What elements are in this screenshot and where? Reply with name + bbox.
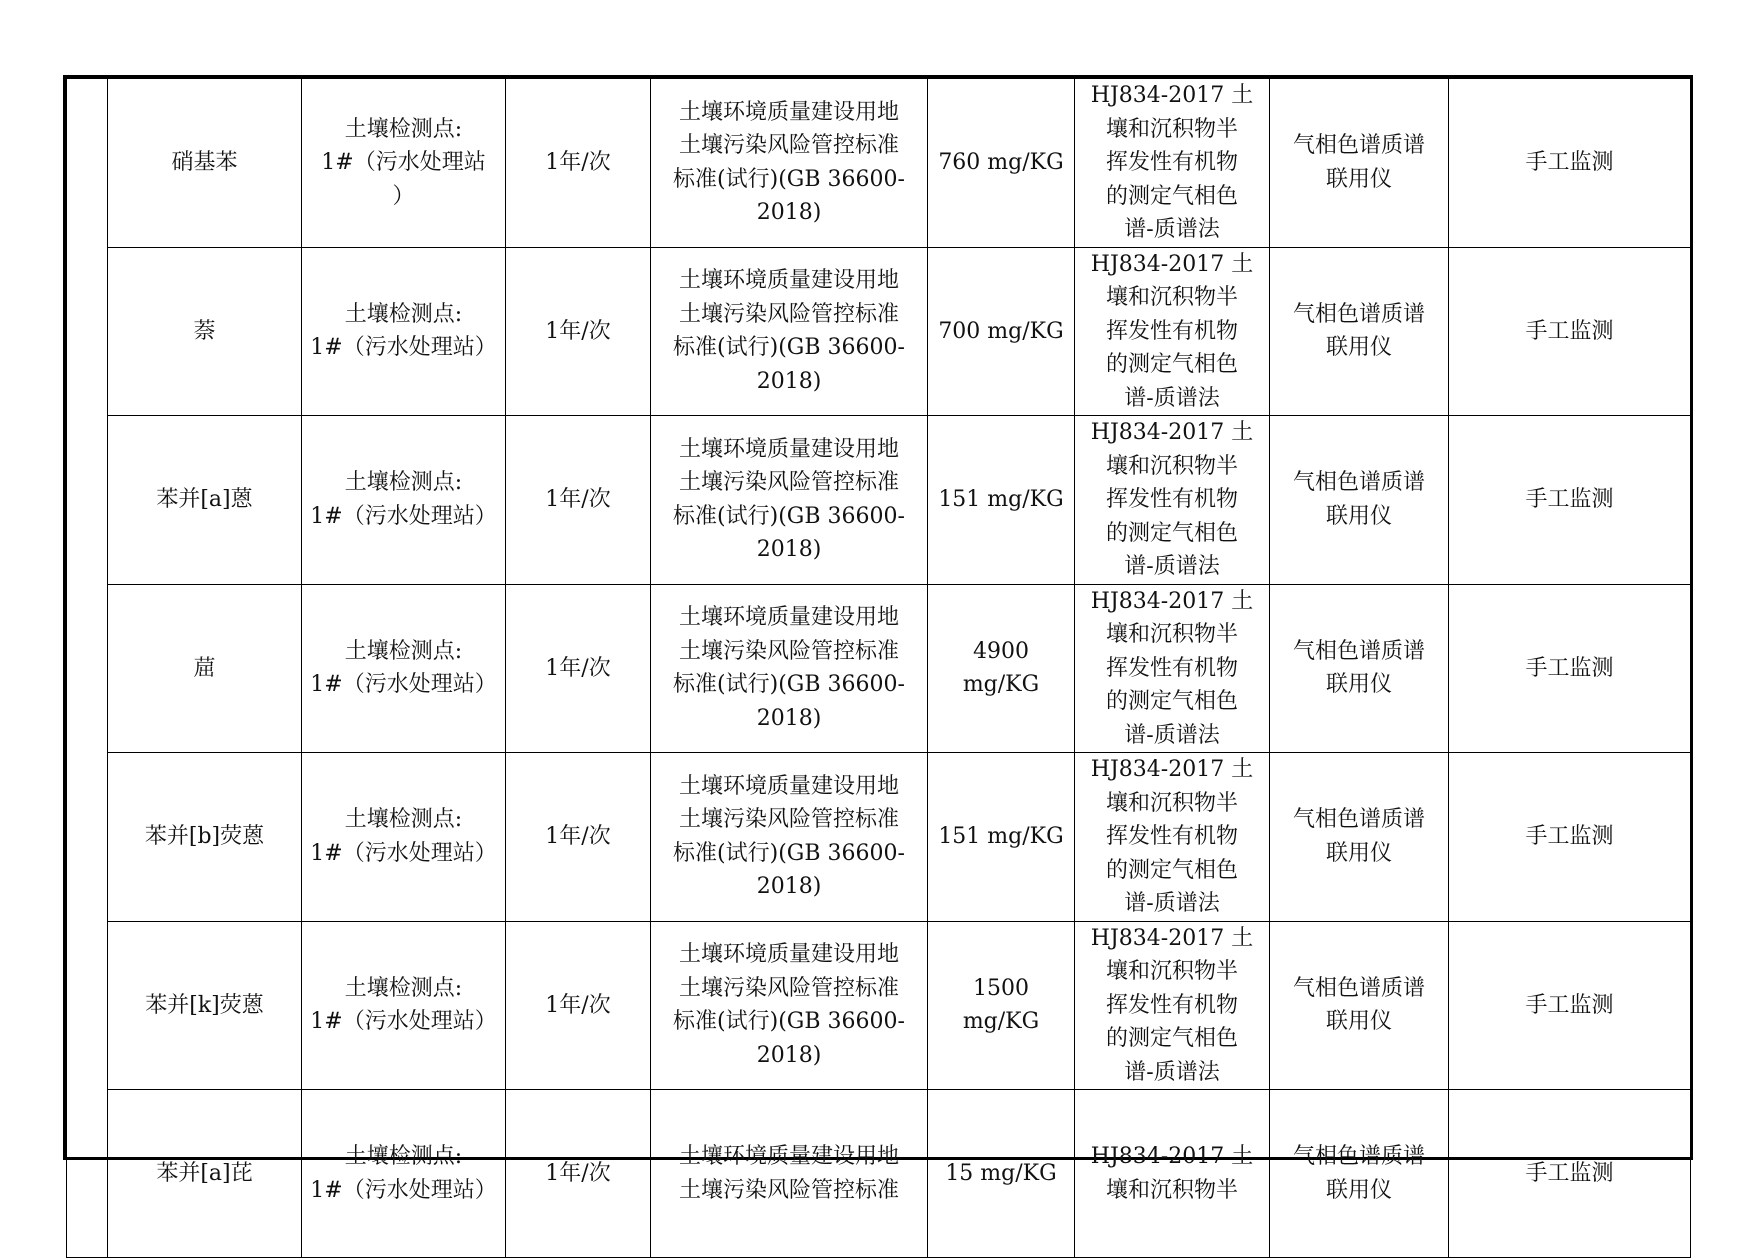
cell-text: 手工监测 [1525,318,1614,344]
cell-text-line: 壤和沉积物半 [1105,116,1238,142]
pollutant-cell [108,921,302,1090]
cell-text-line: 土壤环境质量建设用地 [678,99,899,125]
cell-text-line: 1#（污水处理站） [310,1009,497,1035]
standard-cell [651,584,928,753]
monitoring-mode-cell [1449,921,1691,1090]
cell-text-line: 联用仪 [1325,840,1392,866]
cell-text-line: 挥发性有机物 [1105,992,1238,1018]
pollutant-cell [108,1090,302,1258]
cell-text: 苯并[a]芘 [156,1160,253,1186]
cell-text: 1年/次 [545,655,611,681]
standard-cell [651,1090,928,1258]
cell-text-line: 联用仪 [1325,1009,1392,1035]
sampling-site-cell [302,584,506,753]
cell-text-line: 土壤环境质量建设用地 [678,605,899,631]
cell-text-line: 151 mg/KG [938,824,1064,849]
cell-text-line: 土壤检测点: [344,470,463,496]
cell-text: 手工监测 [1525,992,1614,1018]
cell-text-line: HJ834-2017 土 [1090,251,1254,277]
cell-text-line: 气相色谱质谱 [1292,638,1425,664]
cell-text-line: 气相色谱质谱 [1292,133,1425,159]
sampling-site-cell [302,247,506,416]
cell-text-line: 土壤检测点: [344,638,463,664]
cell-text-line: 1#（污水处理站） [310,503,497,529]
cell-text: 1年/次 [545,318,611,344]
test-method-cell [1075,247,1270,416]
cell-text-line: 2018) [756,874,822,900]
cell-text: 手工监测 [1525,824,1614,849]
monitoring-table-frame [63,75,1693,1203]
cell-text-line: 谱-质谱法 [1124,554,1220,579]
table-row [67,79,1691,248]
cell-text-line: 土壤检测点: [344,1144,463,1169]
cell-text-line: mg/KG [962,1009,1040,1035]
cell-text-line: 1#（污水处理站） [310,1177,497,1203]
standard-cell [651,921,928,1090]
cell-text-line: 1#（污水处理站） [310,335,497,361]
cell-text-line: 谱-质谱法 [1124,385,1220,411]
cell-text-line: 挥发性有机物 [1105,318,1238,344]
cell-text-line: 15 mg/KG [945,1160,1057,1186]
frequency-cell [506,584,651,753]
limit-value-cell [928,247,1075,416]
cell-text: 手工监测 [1525,487,1614,512]
cell-text-line: HJ834-2017 土 [1090,1144,1254,1169]
cell-text-line: 的测定气相色 [1105,1026,1238,1051]
cell-text-line: 土壤环境质量建设用地 [678,773,899,799]
cell-text-line: 气相色谱质谱 [1292,975,1425,1001]
instrument-cell [1270,416,1449,585]
cell-text-line: 2018) [756,1042,822,1068]
cell-text-line: 谱-质谱法 [1124,891,1220,916]
sampling-site-cell [302,921,506,1090]
test-method-cell [1075,921,1270,1090]
cell-text-line: 壤和沉积物半 [1105,959,1238,984]
limit-value-cell [928,921,1075,1090]
cell-text: 1年/次 [545,150,611,175]
cell-text-line: 4900 [973,638,1029,664]
cell-text-line: 壤和沉积物半 [1105,790,1238,816]
instrument-cell [1270,584,1449,753]
cell-text: 硝基苯 [171,150,238,175]
table-row [67,416,1691,585]
cell-text-line: 谱-质谱法 [1124,217,1220,242]
cell-text-line: 2018) [756,368,822,394]
instrument-cell [1270,753,1449,922]
cell-text-line: 标准(试行)(GB 36600- [673,840,905,866]
cell-text-line: 的测定气相色 [1105,352,1238,377]
cell-text-line: 标准(试行)(GB 36600- [673,672,905,698]
sampling-site-cell [302,79,506,248]
cell-text-line: 标准(试行)(GB 36600- [673,166,905,192]
limit-value-cell [928,753,1075,922]
cell-text-line: 土壤环境质量建设用地 [678,436,899,462]
instrument-cell [1270,247,1449,416]
cell-text-line: 土壤环境质量建设用地 [678,942,899,968]
cell-text: 苯并[a]蒽 [156,487,253,512]
cell-text-line: 2018) [756,537,822,563]
table-row [67,247,1691,416]
instrument-cell [1270,79,1449,248]
cell-text-line: 的测定气相色 [1105,183,1238,209]
cell-text-line: 挥发性有机物 [1105,655,1238,681]
cell-text-line: 挥发性有机物 [1105,150,1238,175]
cell-text-line: 土壤污染风险管控标准 [678,638,899,664]
cell-text-line: 壤和沉积物半 [1105,622,1238,647]
test-method-cell [1075,416,1270,585]
cell-text: 1年/次 [545,487,611,512]
cell-text-line: 2018) [756,200,822,226]
cell-text-line: 标准(试行)(GB 36600- [673,503,905,529]
table-body [67,79,1691,1258]
cell-text-line: 联用仪 [1325,503,1392,529]
cell-text-line: HJ834-2017 土 [1090,588,1254,614]
frequency-cell [506,416,651,585]
cell-text: 1年/次 [545,1160,611,1186]
cell-text-line: 2018) [756,705,822,731]
pollutant-cell [108,753,302,922]
cell-text-line: 气相色谱质谱 [1292,807,1425,833]
monitoring-mode-cell [1449,1090,1691,1258]
cell-text-line: 气相色谱质谱 [1292,1144,1425,1169]
cell-text-line: 1500 [973,975,1029,1001]
cell-text-line: 标准(试行)(GB 36600- [673,335,905,361]
cell-text-line: 的测定气相色 [1105,520,1238,546]
cell-text: 䓛 [193,655,216,681]
monitoring-mode-cell [1449,79,1691,248]
cell-text-line: 联用仪 [1325,1177,1392,1203]
cell-text-line: 土壤污染风险管控标准 [678,133,899,159]
cell-text-line: 土壤环境质量建设用地 [678,268,899,294]
test-method-cell [1075,1090,1270,1258]
cell-text-line: 土壤污染风险管控标准 [678,470,899,496]
cell-text-line: 1#（污水处理站） [310,840,497,866]
cell-text-line: 1#（污水处理站） [310,672,497,698]
table-row [67,1090,1691,1258]
monitoring-mode-cell [1449,753,1691,922]
test-method-cell [1075,753,1270,922]
instrument-cell [1270,921,1449,1090]
cell-text-line: 土壤污染风险管控标准 [678,975,899,1001]
cell-text-line: 土壤污染风险管控标准 [678,807,899,833]
standard-cell [651,247,928,416]
cell-text-line: HJ834-2017 土 [1090,420,1254,445]
limit-value-cell [928,584,1075,753]
limit-value-cell [928,79,1075,248]
cell-text-line: 壤和沉积物半 [1105,1177,1238,1203]
table-row [67,921,1691,1090]
sampling-site-cell [302,753,506,922]
sampling-site-cell [302,416,506,585]
frequency-cell [506,921,651,1090]
sampling-site-cell [302,1090,506,1258]
cell-text: 手工监测 [1525,150,1614,175]
standard-cell [651,753,928,922]
frequency-cell [506,753,651,922]
cell-text-line: 土壤检测点: [344,975,463,1001]
frequency-cell [506,247,651,416]
limit-value-cell [928,1090,1075,1258]
limit-value-cell [928,416,1075,585]
cell-text-line: HJ834-2017 土 [1090,757,1254,782]
cell-text: 手工监测 [1525,1160,1614,1186]
test-method-cell [1075,584,1270,753]
pollutant-cell [108,416,302,585]
cell-text-line: 挥发性有机物 [1105,487,1238,512]
standard-cell [651,79,928,248]
cell-text-line: 挥发性有机物 [1105,824,1238,849]
cell-text-line: 的测定气相色 [1105,857,1238,883]
monitoring-table [66,78,1691,1258]
cell-text-line: 土壤检测点: [344,807,463,833]
instrument-cell [1270,1090,1449,1258]
pollutant-cell [108,584,302,753]
cell-text-line: 气相色谱质谱 [1292,301,1425,327]
frequency-cell [506,1090,651,1258]
cell-text-line: ） [392,183,415,209]
cell-text-line: 土壤检测点: [344,116,463,142]
cell-text-line: 1#（污水处理站 [321,150,486,175]
standard-cell [651,416,928,585]
table-row [67,584,1691,753]
cell-text-line: 联用仪 [1325,166,1392,192]
monitoring-mode-cell [1449,416,1691,585]
pollutant-cell [108,79,302,248]
cell-text-line: mg/KG [962,672,1040,698]
category-column-cell [67,79,108,1258]
cell-text: 手工监测 [1525,655,1614,681]
cell-text-line: 的测定气相色 [1105,689,1238,714]
cell-text: 1年/次 [545,992,611,1018]
cell-text-line: 气相色谱质谱 [1292,470,1425,496]
cell-text: 苯并[b]荧蒽 [144,824,265,849]
cell-text-line: 联用仪 [1325,672,1392,698]
table-row [67,753,1691,922]
frequency-cell [506,79,651,248]
cell-text-line: HJ834-2017 土 [1090,83,1254,108]
test-method-cell [1075,79,1270,248]
cell-text: 萘 [193,318,216,344]
cell-text: 1年/次 [545,824,611,849]
cell-text-line: 标准(试行)(GB 36600- [673,1009,905,1035]
cell-text-line: 760 mg/KG [938,150,1064,175]
cell-text-line: 151 mg/KG [938,487,1064,512]
cell-text-line: 壤和沉积物半 [1105,453,1238,479]
cell-text-line: 700 mg/KG [938,318,1064,344]
monitoring-mode-cell [1449,247,1691,416]
cell-text-line: 土壤污染风险管控标准 [678,1177,899,1203]
cell-text-line: 壤和沉积物半 [1105,285,1238,310]
cell-text-line: HJ834-2017 土 [1090,925,1254,951]
cell-text-line: 土壤检测点: [344,301,463,327]
cell-text-line: 土壤污染风险管控标准 [678,301,899,327]
cell-text-line: 谱-质谱法 [1124,722,1220,748]
cell-text-line: 土壤环境质量建设用地 [678,1144,899,1169]
monitoring-mode-cell [1449,584,1691,753]
cell-text: 苯并[k]荧蒽 [145,992,264,1018]
cell-text-line: 谱-质谱法 [1124,1059,1220,1085]
pollutant-cell [108,247,302,416]
cell-text-line: 联用仪 [1325,335,1392,361]
